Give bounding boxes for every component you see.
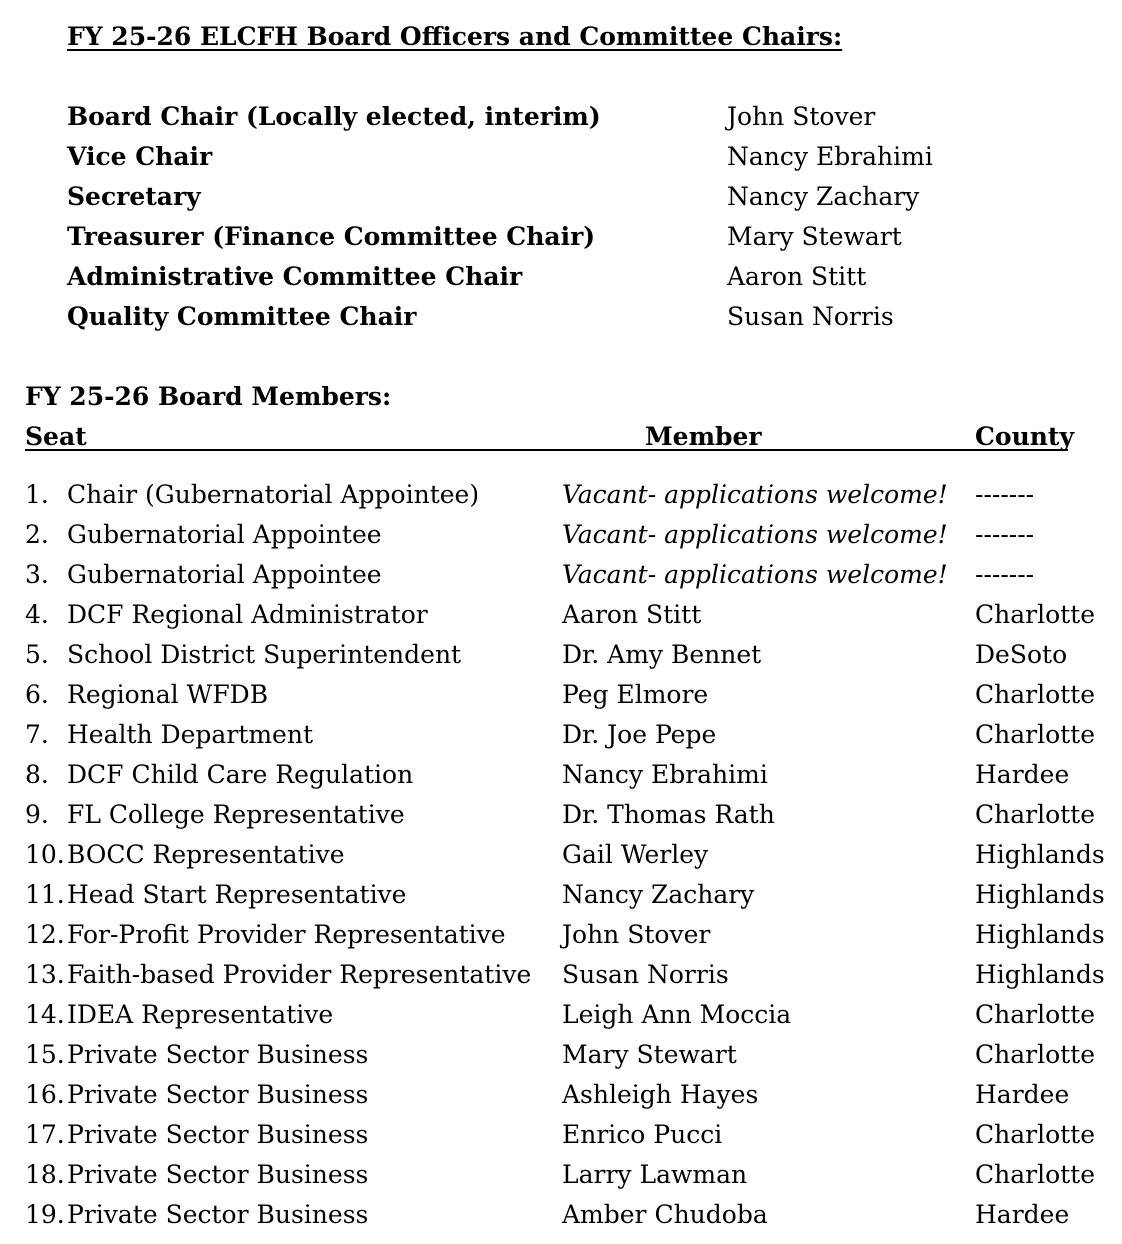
table-row (0, 880, 1122, 920)
county-name: DeSoto (975, 640, 1068, 669)
table-row (0, 560, 1122, 600)
seat-number: 7. (25, 720, 49, 749)
header-divider (25, 449, 1068, 451)
officer-name: Nancy Ebrahimi (727, 142, 933, 171)
officer-name: Aaron Stitt (727, 262, 867, 291)
seat-number: 4. (25, 600, 49, 629)
member-name: Dr. Amy Bennet (562, 640, 762, 669)
member-name: Susan Norris (562, 960, 729, 989)
table-row (0, 480, 1122, 520)
member-name: Larry Lawman (562, 1160, 748, 1189)
member-name: Gail Werley (562, 840, 709, 869)
table-row (0, 1120, 1122, 1160)
seat-name: IDEA Representative (67, 1000, 334, 1029)
member-name: Nancy Zachary (562, 880, 755, 909)
seat-number: 9. (25, 800, 49, 829)
seat-number: 14. (25, 1000, 65, 1029)
seat-number: 18. (25, 1160, 65, 1189)
seat-name: School District Superintendent (67, 640, 462, 669)
table-row (0, 1160, 1122, 1200)
seat-number: 6. (25, 680, 49, 709)
member-name: Ashleigh Hayes (562, 1080, 759, 1109)
seat-name: DCF Regional Administrator (67, 600, 428, 629)
officer-name: Susan Norris (727, 302, 894, 331)
seat-number: 3. (25, 560, 49, 589)
table-row (0, 1040, 1122, 1080)
officer-name: John Stover (727, 102, 876, 131)
county-name: Hardee (975, 1200, 1070, 1229)
table-row (0, 960, 1122, 1000)
column-header-county: County (975, 422, 1074, 451)
seat-name: Head Start Representative (67, 880, 407, 909)
member-name: Amber Chudoba (562, 1200, 768, 1229)
seat-name: Gubernatorial Appointee (67, 560, 382, 589)
officer-role: Board Chair (Locally elected, interim) (67, 102, 601, 131)
table-row (0, 720, 1122, 760)
page-title: FY 25-26 ELCFH Board Officers and Committee Chairs: (67, 22, 843, 51)
member-name: Peg Elmore (562, 680, 709, 709)
member-name: Mary Stewart (562, 1040, 737, 1069)
officer-name: Nancy Zachary (727, 182, 920, 211)
seat-number: 8. (25, 760, 49, 789)
county-name: Highlands (975, 840, 1105, 869)
seat-name: Private Sector Business (67, 1080, 369, 1109)
member-name: Dr. Thomas Rath (562, 800, 775, 829)
seat-name: Chair (Gubernatorial Appointee) (67, 480, 480, 509)
seat-number: 10. (25, 840, 65, 869)
seat-number: 5. (25, 640, 49, 669)
county-name: Hardee (975, 1080, 1070, 1109)
table-row (0, 520, 1122, 560)
seat-number: 17. (25, 1120, 65, 1149)
county-name: Charlotte (975, 720, 1096, 749)
officer-name: Mary Stewart (727, 222, 902, 251)
seat-name: Health Department (67, 720, 313, 749)
table-row (0, 680, 1122, 720)
seat-name: Gubernatorial Appointee (67, 520, 382, 549)
officer-role: Administrative Committee Chair (67, 262, 523, 291)
county-name: Charlotte (975, 1040, 1096, 1069)
seat-name: For-Profit Provider Representative (67, 920, 506, 949)
county-name: Charlotte (975, 1000, 1096, 1029)
seat-number: 2. (25, 520, 49, 549)
county-name: Charlotte (975, 1120, 1096, 1149)
county-name: Highlands (975, 920, 1105, 949)
officer-role: Quality Committee Chair (67, 302, 417, 331)
table-row (0, 1080, 1122, 1120)
members-section-title: FY 25-26 Board Members: (25, 382, 392, 411)
officer-role: Vice Chair (67, 142, 213, 171)
member-name: Vacant- applications welcome! (562, 480, 948, 509)
officer-role: Secretary (67, 182, 201, 211)
county-name: Charlotte (975, 1160, 1096, 1189)
seat-name: Private Sector Business (67, 1120, 369, 1149)
table-row (0, 640, 1122, 680)
table-row (0, 840, 1122, 880)
member-name: Vacant- applications welcome! (562, 520, 948, 549)
seat-number: 12. (25, 920, 65, 949)
member-name: Nancy Ebrahimi (562, 760, 768, 789)
table-row (0, 1000, 1122, 1040)
member-name: John Stover (562, 920, 711, 949)
county-name: ------- (975, 520, 1035, 549)
member-name: Dr. Joe Pepe (562, 720, 717, 749)
county-name: Charlotte (975, 600, 1096, 629)
county-name: Charlotte (975, 680, 1096, 709)
officer-role: Treasurer (Finance Committee Chair) (67, 222, 596, 251)
county-name: Charlotte (975, 800, 1096, 829)
seat-name: BOCC Representative (67, 840, 345, 869)
column-header-member: Member (645, 422, 762, 451)
seat-name: FL College Representative (67, 800, 405, 829)
seat-name: Private Sector Business (67, 1200, 369, 1229)
county-name: Highlands (975, 960, 1105, 989)
table-row (0, 920, 1122, 960)
seat-number: 19. (25, 1200, 65, 1229)
member-name: Enrico Pucci (562, 1120, 723, 1149)
seat-name: DCF Child Care Regulation (67, 760, 414, 789)
county-name: ------- (975, 480, 1035, 509)
seat-number: 1. (25, 480, 49, 509)
table-row (0, 600, 1122, 640)
table-row (0, 800, 1122, 840)
seat-name: Private Sector Business (67, 1160, 369, 1189)
seat-number: 11. (25, 880, 65, 909)
seat-name: Faith-based Provider Representative (67, 960, 532, 989)
seat-number: 13. (25, 960, 65, 989)
county-name: Highlands (975, 880, 1105, 909)
member-name: Aaron Stitt (562, 600, 702, 629)
seat-number: 16. (25, 1080, 65, 1109)
county-name: Hardee (975, 760, 1070, 789)
seat-name: Regional WFDB (67, 680, 269, 709)
column-header-seat: Seat (25, 422, 87, 451)
table-row (0, 1200, 1122, 1240)
county-name: ------- (975, 560, 1035, 589)
seat-name: Private Sector Business (67, 1040, 369, 1069)
member-name: Vacant- applications welcome! (562, 560, 948, 589)
table-row (0, 760, 1122, 800)
seat-number: 15. (25, 1040, 65, 1069)
member-name: Leigh Ann Moccia (562, 1000, 792, 1029)
